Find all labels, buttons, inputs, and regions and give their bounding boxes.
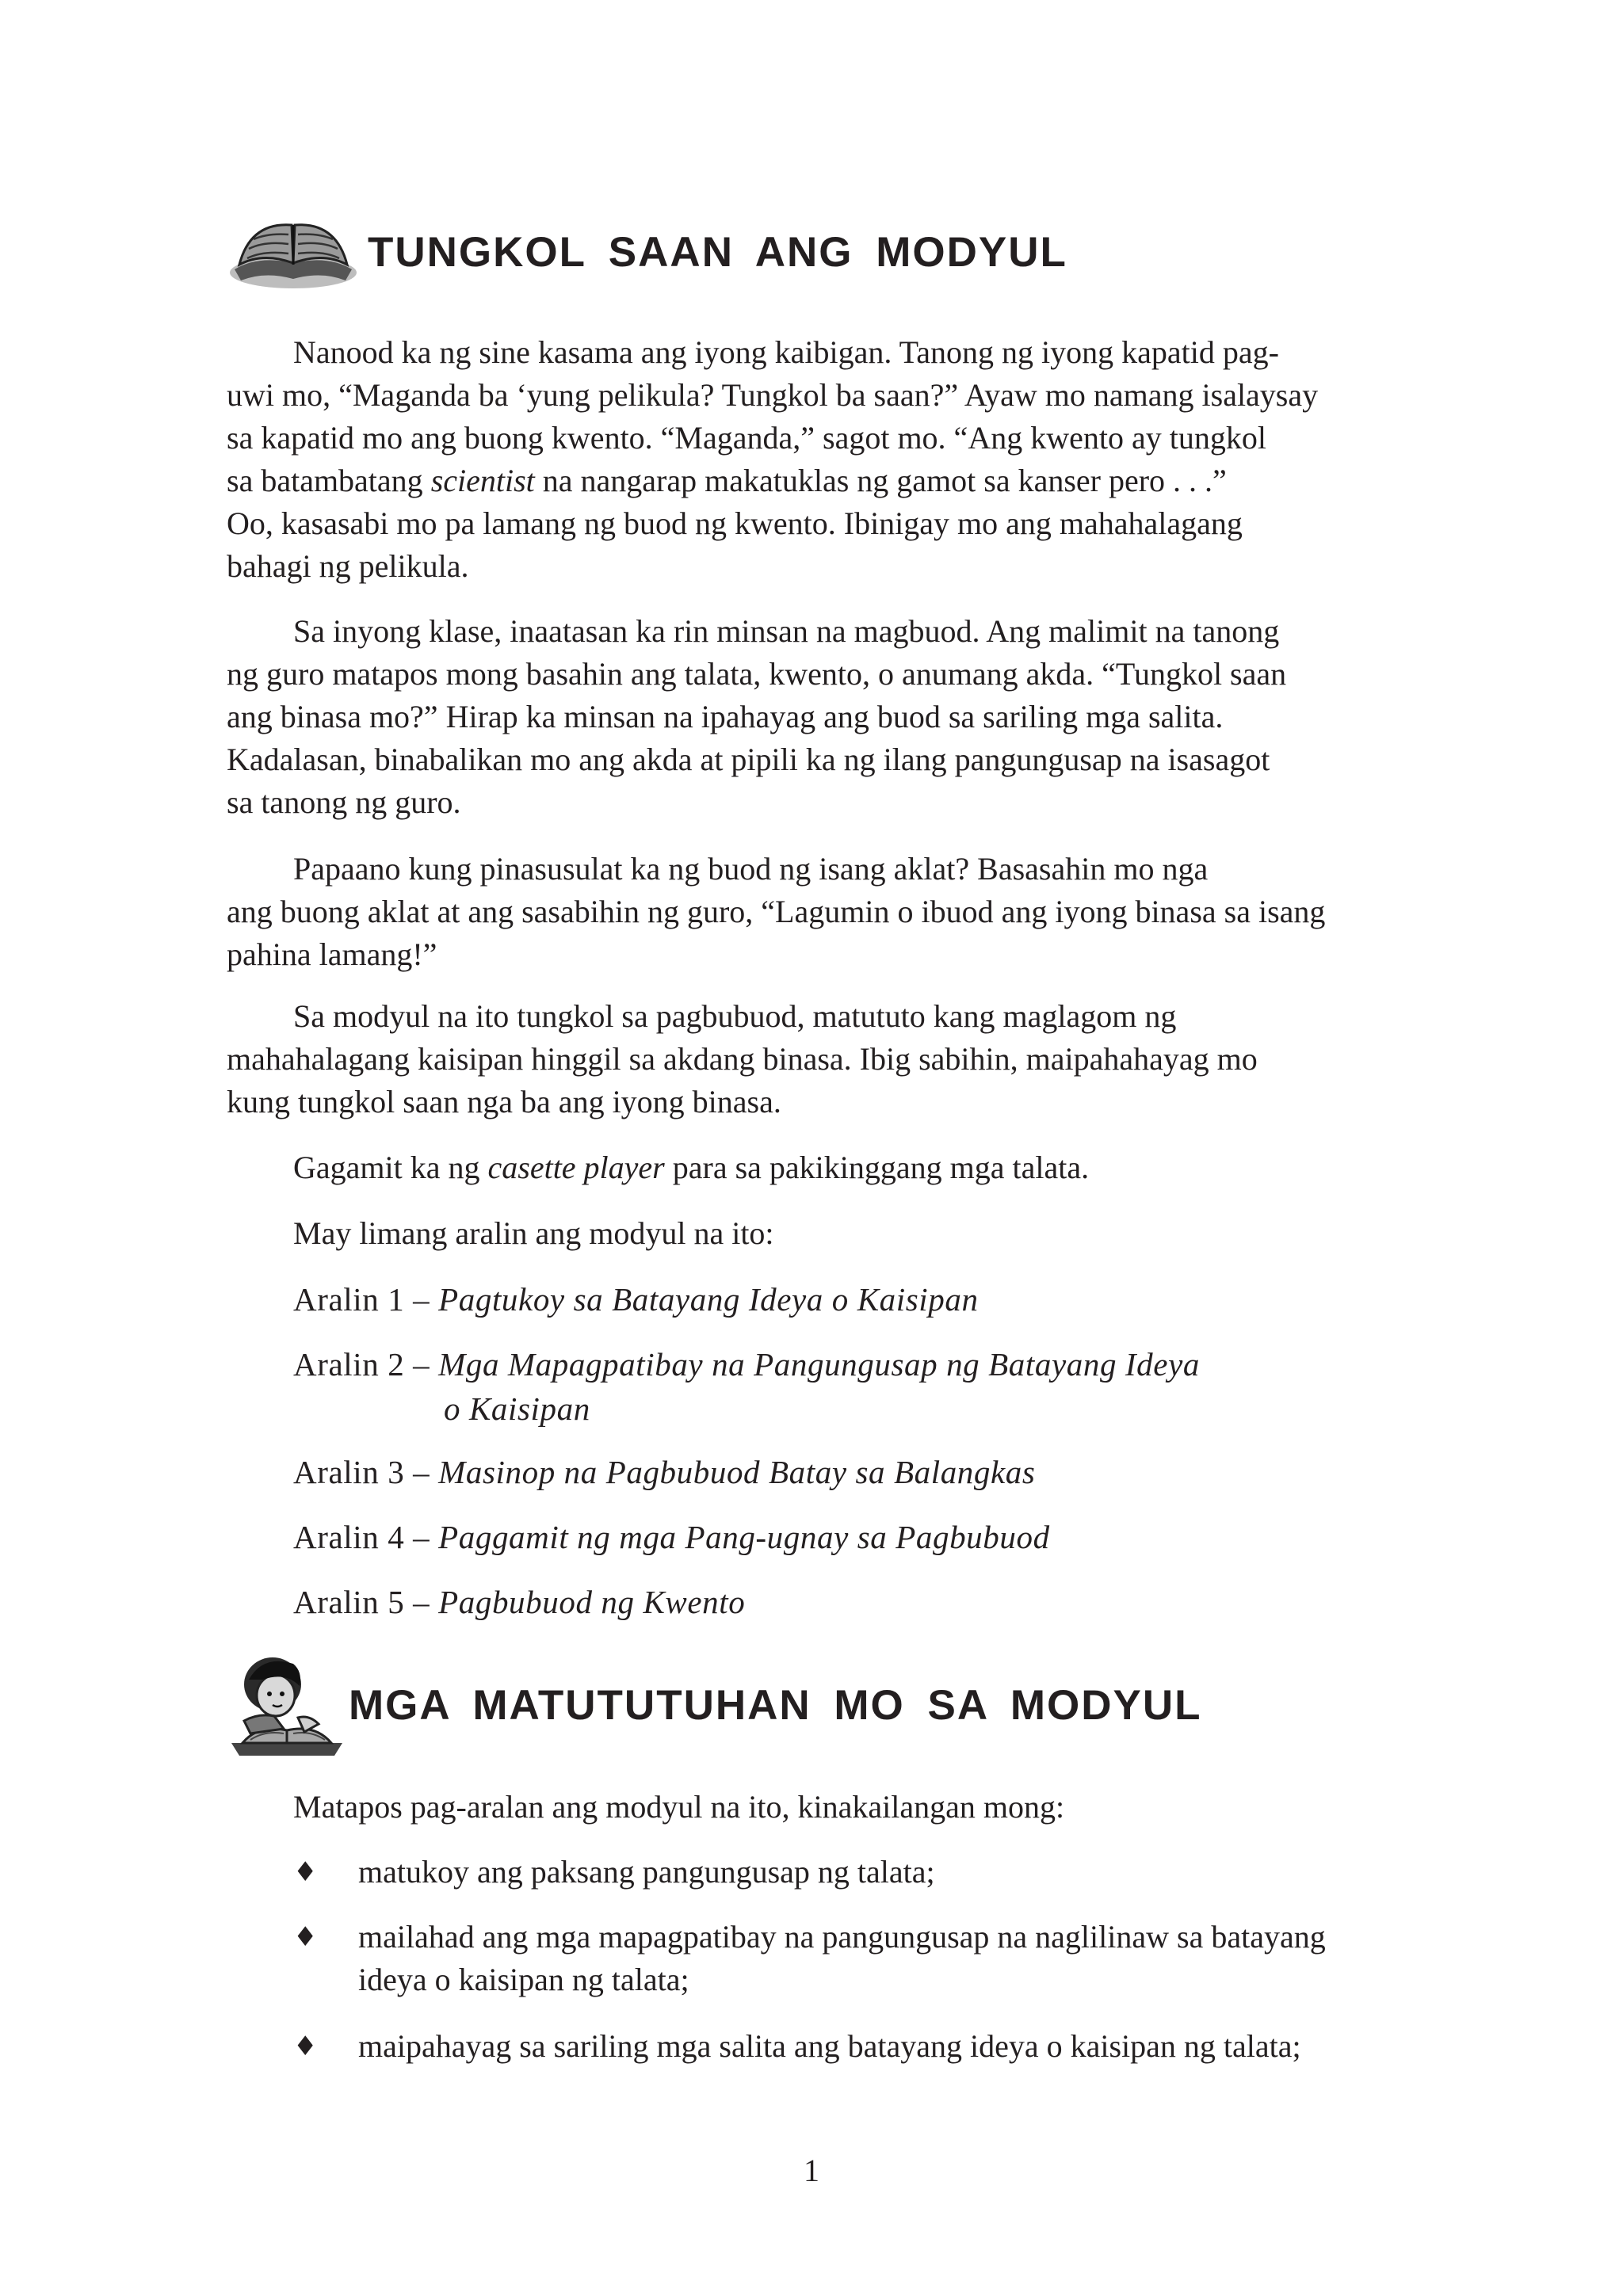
lesson-title: Pagbubuod ng Kwento: [438, 1584, 746, 1620]
text-run: para sa pakikinggang mga talata.: [664, 1150, 1090, 1185]
text-line: mailahad ang mga mapagpatibay na pangungusap na naglilinaw sa batayang: [358, 1919, 1326, 1955]
text-line: ang binasa mo?” Hirap ka minsan na ipahayag ang buod sa sariling mga salita.: [227, 699, 1224, 734]
text-line: uwi mo, “Maganda ba ‘yung pelikula? Tungkol ba saan?” Ayaw mo namang isalaysay: [227, 377, 1319, 413]
lesson-title: Pagtukoy sa Batayang Ideya o Kaisipan: [438, 1281, 979, 1318]
lesson-title-continuation: o Kaisipan: [444, 1390, 590, 1427]
diamond-bullet-icon: ♦: [293, 1856, 318, 1888]
intro-paragraph-5: [293, 1146, 1089, 1189]
text-line: Sa modyul na ito tungkol sa pagbubuod, matututo kang maglagom ng: [293, 998, 1177, 1034]
text-run: Gagamit ka ng: [293, 1150, 488, 1185]
objective-item: [293, 1916, 1326, 2001]
objective-item: [293, 1851, 935, 1894]
text-line: [227, 460, 1400, 502]
italic-term: scientist: [430, 463, 535, 498]
objective-text: [358, 2025, 1301, 2068]
diamond-bullet-icon: ♦: [293, 2031, 318, 2062]
lesson-item-1: [293, 1277, 979, 1322]
text-line: Papaano kung pinasusulat ka ng buod ng isang aklat? Basasahin mo nga: [293, 851, 1209, 887]
text-line: matukoy ang paksang pangungusap ng talata;: [358, 1854, 935, 1890]
lesson-title: Masinop na Pagbubuod Batay sa Balangkas: [438, 1454, 1036, 1490]
lesson-label: Aralin 3 –: [293, 1454, 439, 1490]
page-number: 1: [804, 2153, 819, 2188]
section-title: MGA MATUTUTUHAN MO SA MODYUL: [349, 1682, 1202, 1729]
diamond-bullet-icon: ♦: [293, 1921, 318, 1953]
lesson-label: Aralin 1 –: [293, 1281, 439, 1318]
lesson-label: Aralin 2 –: [293, 1346, 439, 1383]
lesson-title: Mga Mapagpatibay na Pangungusap ng Batayang Ideya: [438, 1346, 1200, 1383]
text-line: Nanood ka ng sine kasama ang iyong kaibigan. Tanong ng iyong kapatid pag-: [293, 334, 1279, 370]
text-line: mahahalagang kaisipan hinggil sa akdang binasa. Ibig sabihin, maipahahayag mo: [227, 1041, 1258, 1077]
text-line: ang buong aklat at ang sasabihin ng guro, “Lagumin o ibuod ang iyong binasa sa isang: [227, 894, 1326, 929]
open-book-icon: [227, 208, 360, 297]
section-title: TUNGKOL SAAN ANG MODYUL: [368, 229, 1067, 276]
lesson-item-2: [293, 1342, 1200, 1431]
text-line: ideya o kaisipan ng talata;: [358, 1962, 689, 1997]
student-reading-icon: [227, 1648, 347, 1763]
text-line: ng guro matapos mong basahin ang talata, kwento, o anumang akda. “Tungkol saan: [227, 656, 1287, 692]
text-line: pahina lamang!”: [227, 936, 437, 972]
lesson-item-5: [293, 1580, 745, 1624]
intro-paragraph-6: May limang aralin ang modyul na ito:: [293, 1215, 774, 1251]
objectives-intro: Matapos pag-aralan ang modyul na ito, kinakailangan mong:: [293, 1789, 1065, 1825]
text-line: sa tanong ng guro.: [227, 784, 461, 820]
lesson-label: Aralin 5 –: [293, 1584, 439, 1620]
section-heading-tungkol: [227, 208, 1067, 297]
italic-term: casette player: [487, 1150, 665, 1185]
text-line: bahagi ng pelikula.: [227, 548, 469, 584]
text-line: Oo, kasasabi mo pa lamang ng buod ng kwento. Ibinigay mo ang mahahalagang: [227, 505, 1243, 541]
objective-text: [358, 1916, 1326, 2001]
lesson-item-4: [293, 1515, 1050, 1559]
objective-text: [358, 1851, 935, 1894]
lesson-label: Aralin 4 –: [293, 1519, 439, 1555]
lesson-title: Paggamit ng mga Pang-ugnay sa Pagbubuod: [438, 1519, 1050, 1555]
text-line: kung tungkol saan nga ba ang iyong binasa.: [227, 1084, 781, 1119]
text-run: na nangarap makatuklas ng gamot sa kanser pero . . .”: [534, 463, 1227, 498]
text-line: sa kapatid mo ang buong kwento. “Maganda,” sagot mo. “Ang kwento ay tungkol: [227, 420, 1266, 456]
objective-item: [293, 2025, 1301, 2068]
lesson-item-3: [293, 1450, 1035, 1494]
text-line: Kadalasan, binabalikan mo ang akda at pipili ka ng ilang pangungusap na isasagot: [227, 742, 1270, 777]
text-line: Sa inyong klase, inaatasan ka rin minsan na magbuod. Ang malimit na tanong: [293, 613, 1280, 649]
intro-paragraph-2: [227, 610, 1400, 824]
text-line: maipahayag sa sariling mga salita ang batayang ideya o kaisipan ng talata;: [358, 2028, 1301, 2064]
text-run: sa batambatang: [227, 463, 431, 498]
intro-paragraph-4: [227, 995, 1400, 1123]
section-heading-matututuhan: [227, 1648, 1202, 1763]
intro-paragraph-1: [227, 331, 1400, 588]
intro-paragraph-3: [227, 848, 1400, 976]
